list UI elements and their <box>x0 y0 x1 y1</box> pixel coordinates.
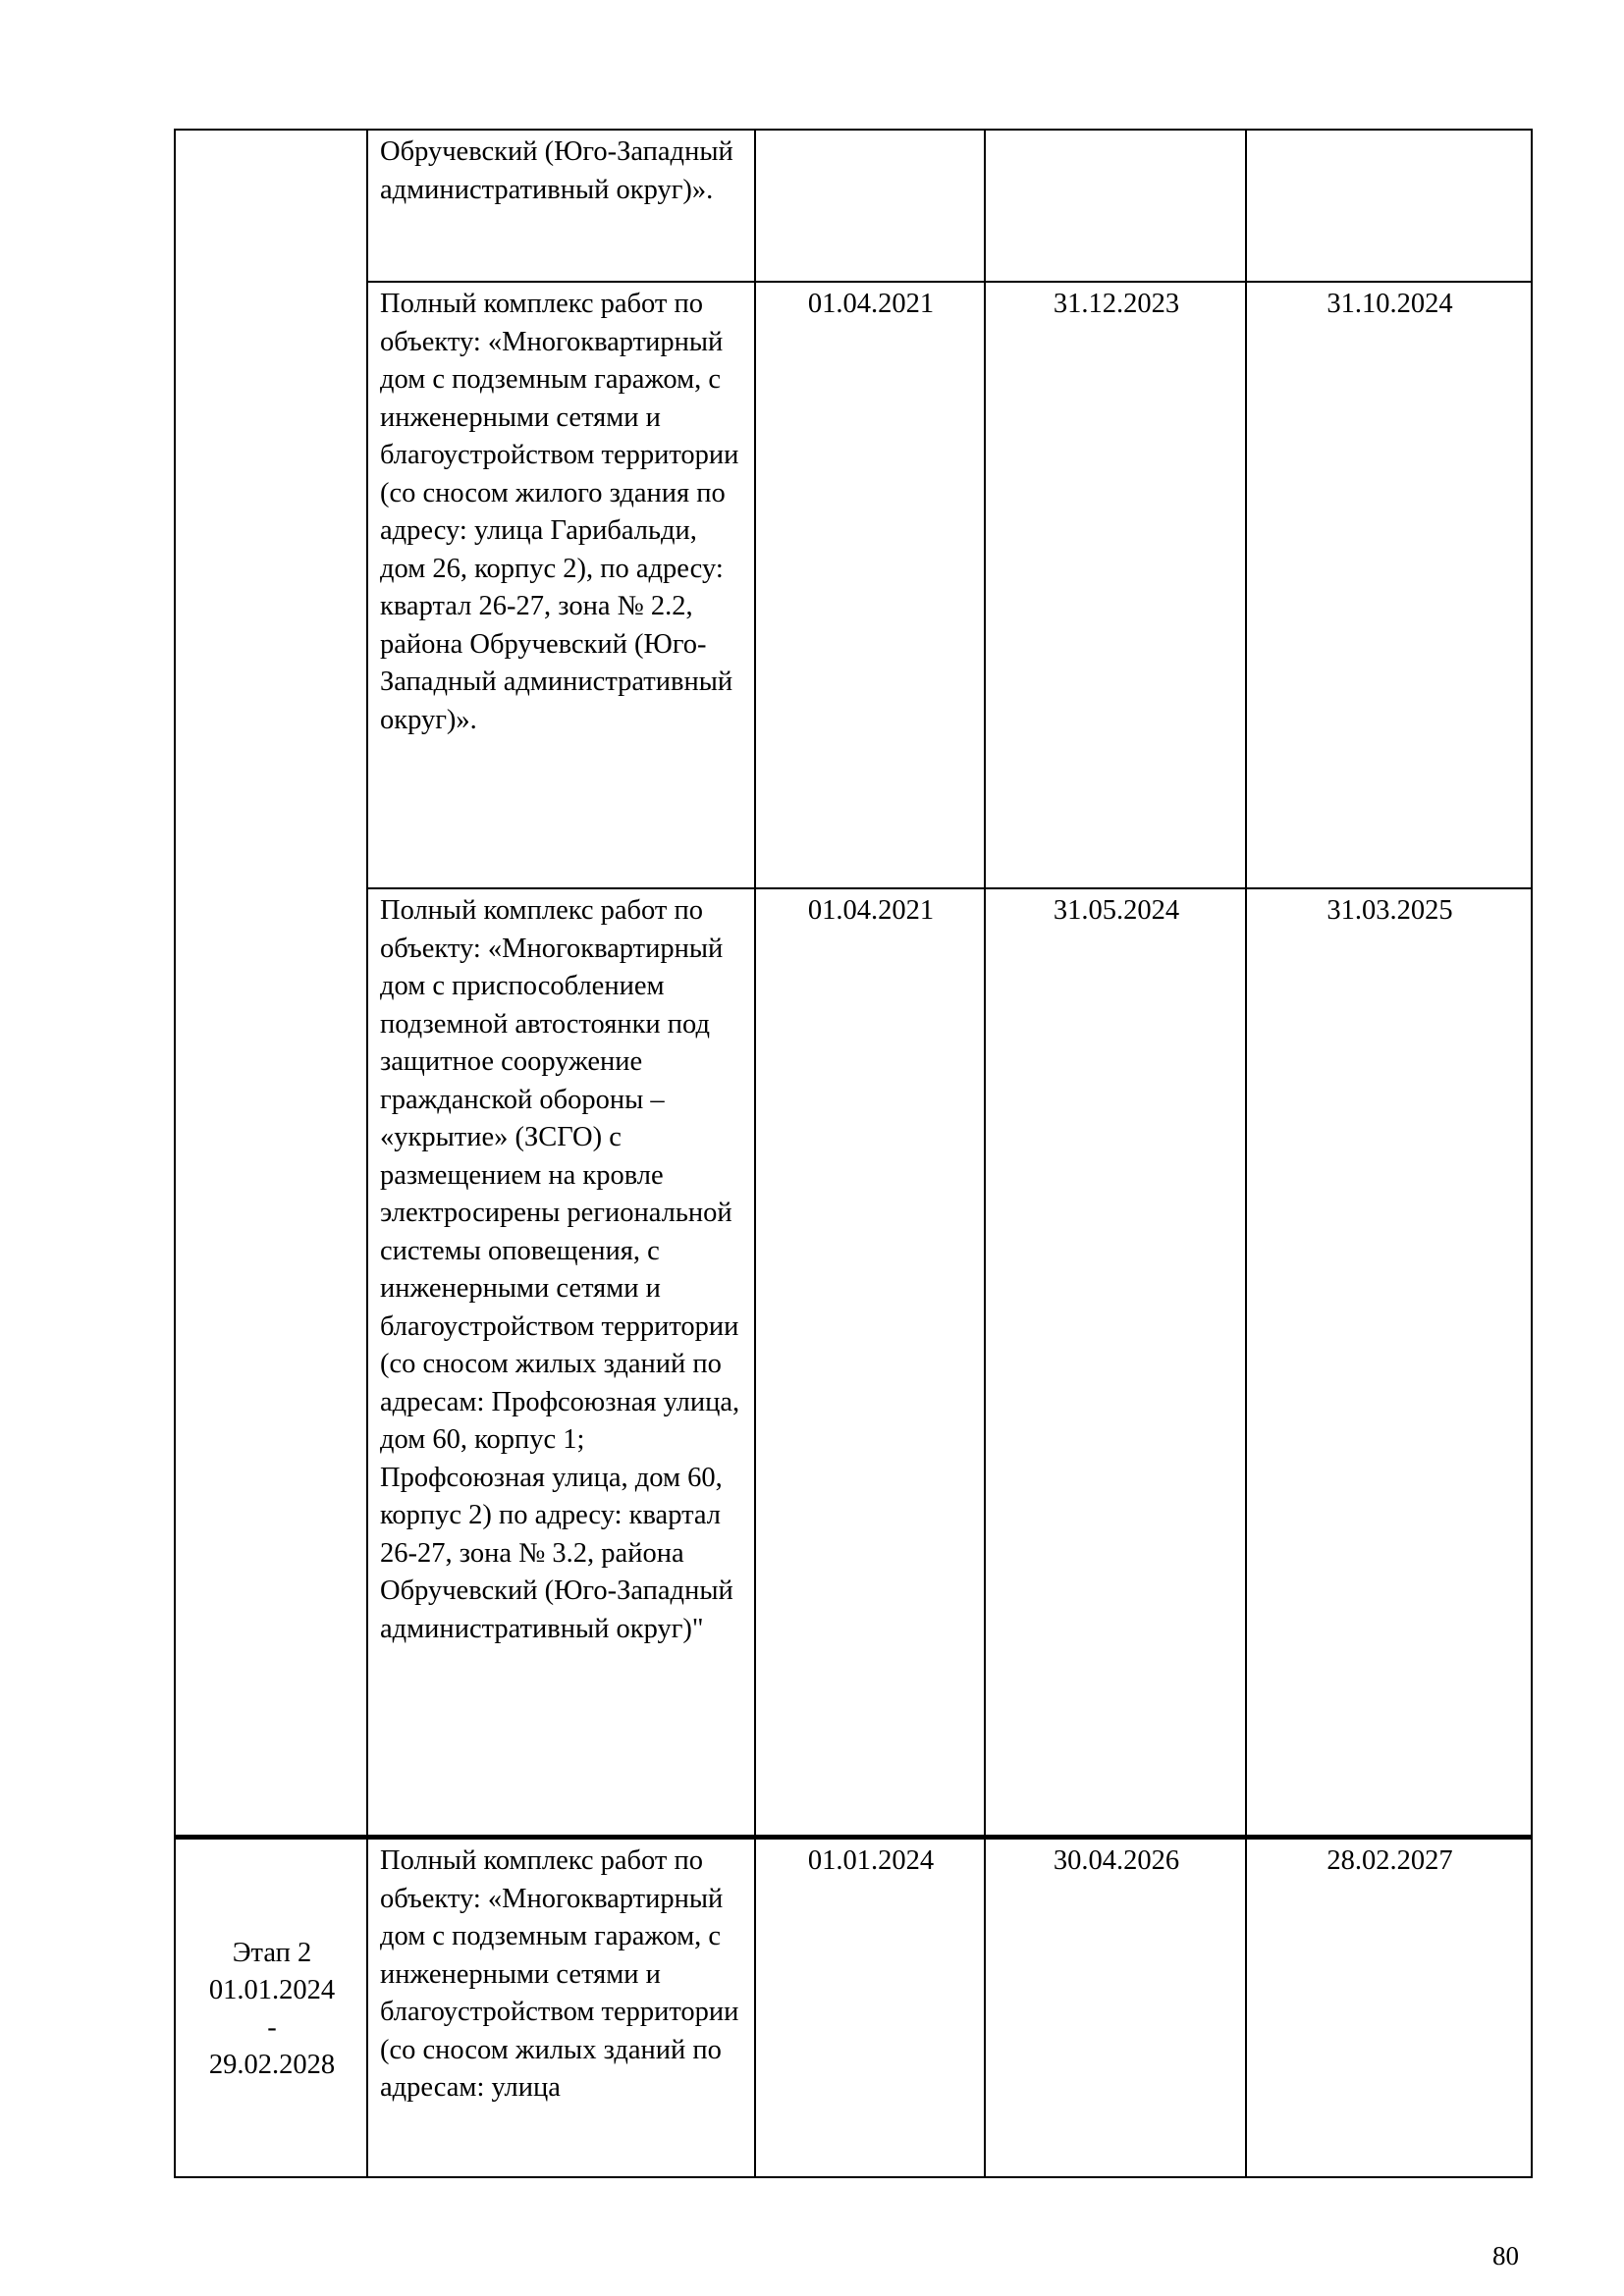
stage-date-dash: - <box>267 2012 277 2043</box>
description-cell: Полный комплекс работ по объекту: «Многоквартирный дом с приспособлением подземной автостоянки под защитное сооружение гражданской обороны – «укрытие» (ЗСГО) с размещением на кровле электросирены региональной системы оповещения, с инженерными сетями и благоустройством территории (со сносом жилых зданий по адресам: Профсоюзная улица, дом 60, корпус 1; Профсоюзная улица, дом 60, корпус 2) по адресу: квартал 26-27, зона № 3.2, района Обручевский (Юго-Западный административный округ)" <box>367 888 755 1838</box>
stage-2-cell <box>175 1838 367 2178</box>
commissioning-date-cell <box>1246 130 1532 282</box>
description-cell: Обручевский (Юго-Западный административный округ)». <box>367 130 755 282</box>
table-row <box>175 130 1532 282</box>
commissioning-date-cell: 31.03.2025 <box>1246 888 1532 1838</box>
page-number: 80 <box>1492 2241 1519 2270</box>
start-date-cell: 01.04.2021 <box>755 282 985 888</box>
end-date-cell <box>985 130 1246 282</box>
end-date-cell: 30.04.2026 <box>985 1838 1246 2178</box>
stage-cell-continued <box>175 130 367 1838</box>
end-date-cell: 31.05.2024 <box>985 888 1246 1838</box>
start-date-cell: 01.04.2021 <box>755 888 985 1838</box>
table-row <box>175 1838 1532 2178</box>
description-cell: Полный комплекс работ по объекту: «Многоквартирный дом с подземным гаражом, с инженерными сетями и благоустройством территории (со сносом жилых зданий по адресам: улица <box>367 1838 755 2178</box>
commissioning-date-cell: 28.02.2027 <box>1246 1838 1532 2178</box>
table-row <box>175 282 1532 888</box>
end-date-cell: 31.12.2023 <box>985 282 1246 888</box>
stage-end-date: 29.02.2028 <box>208 2050 336 2080</box>
table-row <box>175 888 1532 1838</box>
stage-start-date: 01.01.2024 <box>208 1975 336 2005</box>
stage-title: Этап 2 <box>232 1938 312 1968</box>
start-date-cell: 01.01.2024 <box>755 1838 985 2178</box>
commissioning-date-cell: 31.10.2024 <box>1246 282 1532 888</box>
description-cell: Полный комплекс работ по объекту: «Многоквартирный дом с подземным гаражом, с инженерными сетями и благоустройством территории (со сносом жилого здания по адресу: улица Гарибальди, дом 26, корпус 2), по адресу: квартал 26-27, зона № 2.2, района Обручевский (Юго-Западный административный округ)». <box>367 282 755 888</box>
schedule-table <box>174 129 1533 2178</box>
start-date-cell <box>755 130 985 282</box>
